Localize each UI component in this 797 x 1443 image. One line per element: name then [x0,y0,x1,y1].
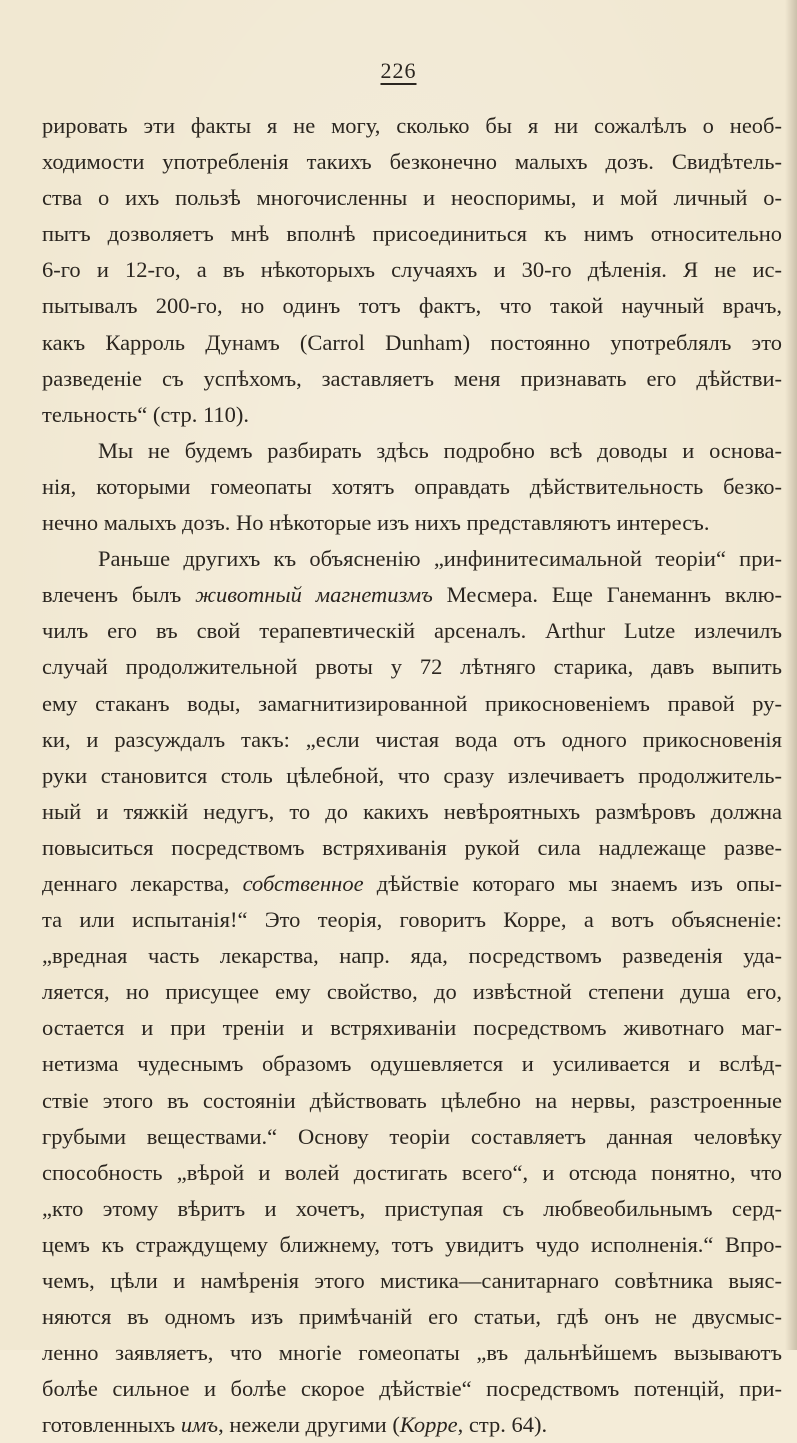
text-line: чемъ, цѣли и намѣренія этого мистика—санитарнаго совѣтника выяс- [42,1268,782,1293]
text-line: ходимости употребленія такихъ безконечно малыхъ дозъ. Свидѣтель- [42,149,782,175]
text-line: „вредная часть лекарства, напр. яда, посредствомъ разведенія уда- [42,943,782,969]
text-line: ляется, но присущее ему свойство, до извѣстной степени душа его, [42,979,782,1005]
text-line: случай продолжительной рвоты у 72 лѣтняго старика, давъ выпить [42,654,782,680]
text-line: способность „вѣрой и волей достигать всего“, и отсюда понятно, что [42,1159,782,1185]
text-fragment: готовленныхъ [42,1412,181,1438]
text-line: цемъ къ страждущему ближнему, тотъ увидитъ чудо исполненія.“ Впро- [42,1231,782,1257]
text-line: чилъ его въ свой терапевтическій арсеналъ. Arthur Lutze излечилъ [42,618,782,644]
text-line: ки, и разсуждалъ такъ: „если чистая вода отъ одного прикосновенія [42,726,782,752]
text-line: нія, которыми гомеопаты хотятъ оправдать дѣйствительность безко- [42,473,782,499]
text-line: нетизма чудеснымъ образомъ одушевляется и усиливается и вслѣд- [42,1051,782,1077]
text-line [42,866,782,902]
text-line: Раньше другихъ къ объясненію „инфинитесимальной теоріи“ при- [98,546,782,572]
text-line: рировать эти факты я не могу, сколько бы я ни сожалѣлъ о необ- [42,113,782,138]
text-fragment: , стр. 64). [457,1412,548,1438]
text-line: ства о ихъ пользѣ многочисленны и неоспоримы, и мой личный о- [42,185,782,211]
text-fragment: , нежели другими ( [218,1412,400,1438]
text-fragment: дѣйствіе котораго мы знаемъ изъ опы- [363,870,782,896]
text-line: Мы не будемъ разбирать здѣсь подробно всѣ доводы и основа- [98,437,782,463]
body-text [42,108,782,1443]
italic-phrase: имъ [180,1412,219,1438]
italic-phrase: Корре [399,1412,458,1438]
text-line [42,577,782,613]
text-line: ленно заявляетъ, что многіе гомеопаты „въ дальнѣйшемъ вызываютъ [42,1340,782,1366]
text-line: ствіе этого въ состояніи дѣйствовать цѣлебно на нервы, разстроенные [42,1087,782,1113]
text-line: пытъ дозволяетъ мнѣ вполнѣ присоединиться къ нимъ относительно [42,221,782,247]
page-number: 226 [380,58,417,83]
text-line: тельность“ (стр. 110). [42,401,249,427]
text-line: ный и тяжкій недугъ, то до какихъ невѣроятныхъ размѣровъ должна [42,798,782,824]
text-line: няются въ одномъ изъ примѣчаній его статьи, гдѣ онъ не двусмыс- [42,1304,782,1330]
text-line: грубыми веществами.“ Основу теоріи составляетъ данная человѣку [42,1123,782,1149]
text-line: болѣе сильное и болѣе скорое дѣйствіе“ посредствомъ потенцій, при- [42,1376,782,1402]
text-line: повыситься посредствомъ встряхиванія рукой сила надлежаще разве- [42,834,782,860]
text-line: разведеніе съ успѣхомъ, заставляетъ меня признавать его дѣйстви- [42,365,782,391]
text-fragment: влеченъ былъ [42,582,196,608]
text-line: нечно малыхъ дозъ. Но нѣкоторые изъ нихъ представляютъ интересъ. [42,510,710,536]
text-fragment: деннаго лекарства, [42,870,243,896]
page-edge-shadow [785,0,797,1350]
text-line: ему стаканъ воды, замагнитизированной прикосновеніемъ правой ру- [42,690,782,716]
text-line: остается и при треніи и встряхиваніи посредствомъ животнаго маг- [42,1015,782,1041]
text-fragment: Месмера. Еще Ганеманнъ вклю- [432,582,782,608]
text-line: „кто этому вѣритъ и хочетъ, приступая съ любвеобильнымъ серд- [42,1195,782,1221]
text-line: та или испытанія!“ Это теорія, говоритъ Корре, а вотъ объясненіе: [42,907,782,933]
italic-phrase: животный магнетизмъ [195,582,433,608]
text-line: какъ Карроль Дунамъ (Carrol Dunham) постоянно употреблялъ это [42,329,782,355]
text-line: 6-го и 12-го, а въ нѣкоторыхъ случаяхъ и 30-го дѣленія. Я не ис- [42,257,782,283]
text-line: руки становится столь цѣлебной, что сразу излечиваетъ продолжитель- [42,762,782,788]
text-line [42,1407,782,1443]
text-line: пытывалъ 200-го, но одинъ тотъ фактъ, что такой научный врачъ, [42,293,782,319]
italic-phrase: собственное [242,870,364,896]
